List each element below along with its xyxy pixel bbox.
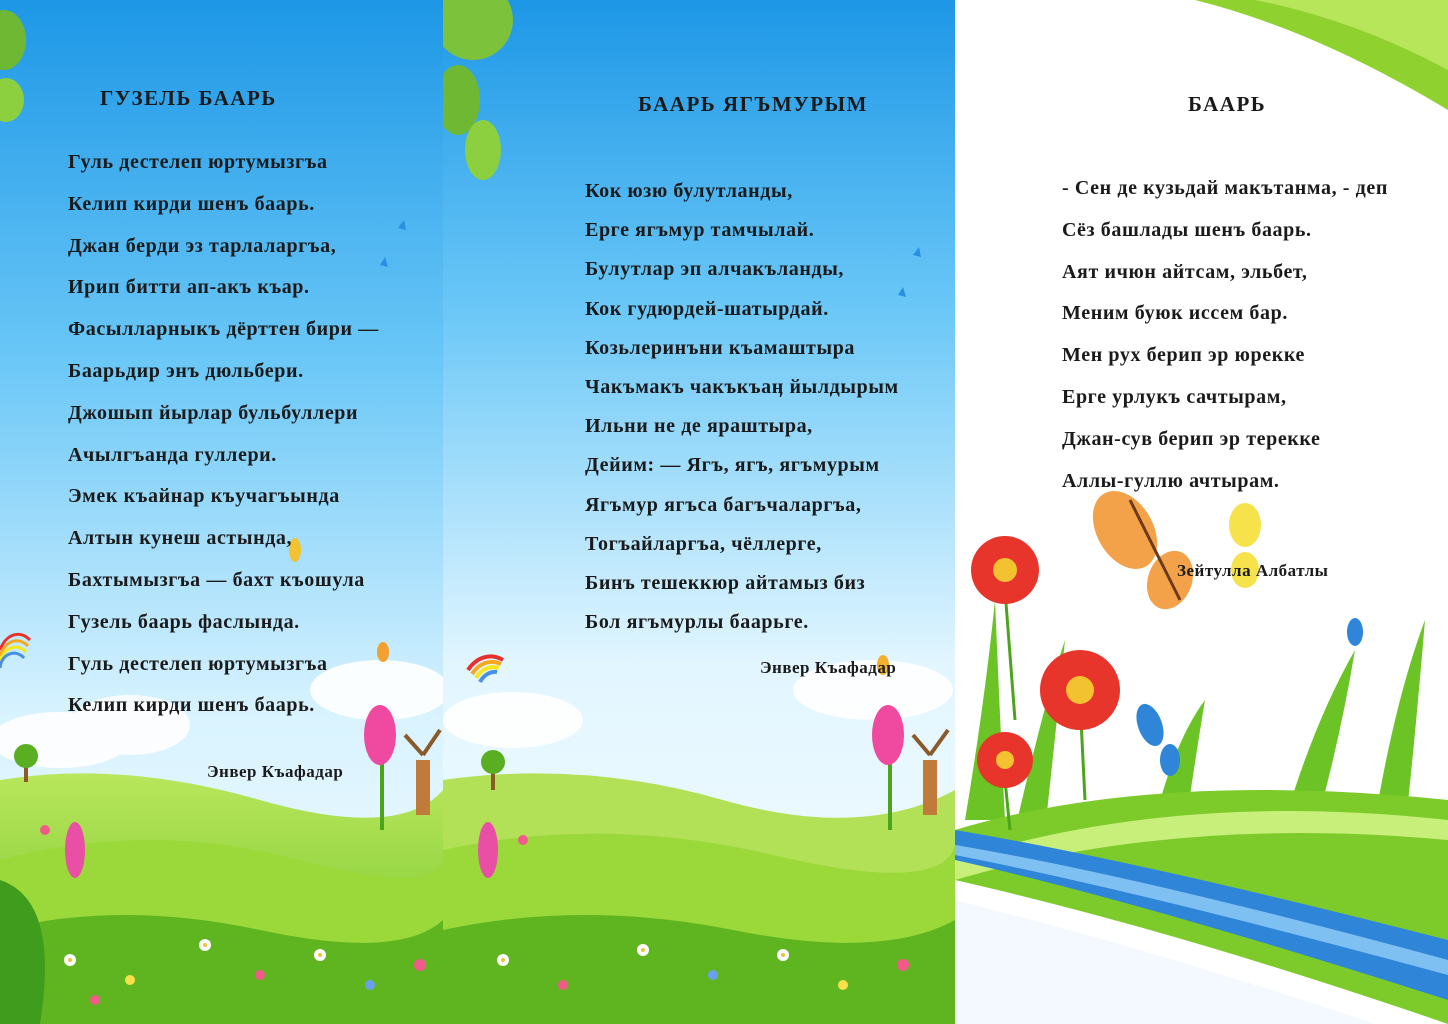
poem-line: Фасылларныкъ дёрттен бири — (68, 318, 379, 341)
poem-line: Ильни не де яраштыра, (585, 415, 813, 438)
poem-line: Сёз башлады шенъ баарь. (1062, 218, 1312, 241)
poem-line: Бол ягъмурлы баарьге. (585, 611, 809, 634)
poem-line: Гуль дестелеп юртумызгъа (68, 151, 328, 173)
poem-body (585, 172, 899, 642)
poem-line: Гуль дестелеп юртумызгъа (68, 652, 328, 675)
poem-line: Ягъмур ягъса багъчаларгъа, (585, 493, 862, 516)
poem-author: Зейтулла Албатлы (1177, 561, 1329, 580)
poem-line: Ачылгъанда гуллери. (68, 443, 277, 466)
poem-line: Джан-сув берип эр терекке (1062, 427, 1321, 450)
poem-line: Тогъайларгъа, чёллерге, (585, 532, 822, 555)
poem-author: Энвер Къафадар (760, 658, 897, 677)
poem-line: Аят ичюн айтсам, эльбет, (1062, 260, 1308, 283)
poem-line: Эмек къайнар къучагъында (68, 485, 340, 508)
panel-guzel-baar (0, 0, 443, 1024)
poem-line: Ерге урлукъ сачтырам, (1062, 385, 1287, 408)
poem-line: Мен рух берип эр юрекке (1062, 344, 1305, 367)
poem-line: Ерге ягъмур тамчылай. (585, 219, 815, 242)
panel-baar (955, 0, 1448, 1024)
poem-title: БААРЬ (1188, 92, 1267, 116)
poem-line: Ирип битти ап-акъ къар. (68, 276, 310, 299)
poem-author: Энвер Къафадар (207, 762, 344, 781)
poem-line: Джошып йырлар бульбуллери (68, 401, 359, 424)
poem-line: Кок гудюрдей-шатырдай. (585, 297, 829, 320)
poem-line: Кок юзю булутланды, (585, 180, 793, 202)
flower-garden-background (955, 0, 1448, 1024)
poem-line: - Сен де кузьдай макътанма, - деп (1062, 177, 1388, 199)
poem-line: Козьлеринъни къамаштыра (585, 336, 856, 359)
panel-baar-yagmurym (443, 0, 955, 1024)
poem-line: Келип кирди шенъ баарь. (68, 694, 315, 717)
poem-line: Дейим: — Ягъ, ягъ, ягъмурым (585, 454, 880, 477)
poem-line: Чакъмакъ чакъкъаӊ йылдырым (585, 376, 899, 399)
poem-line: Джан берди эз тарлаларгъа, (68, 234, 337, 257)
poem-line: Гузель баарь фаслында. (68, 610, 300, 633)
poem-body (1062, 168, 1388, 502)
poem-body (68, 142, 379, 727)
poem-line: Келип кирди шенъ баарь. (68, 192, 315, 215)
poem-line: Булутлар эп алчакъланды, (585, 258, 845, 281)
poem-line: Аллы-гуллю ачтырам. (1062, 469, 1280, 492)
poem-line: Бинъ тешеккюр айтамыз биз (585, 572, 866, 595)
poem-title: БААРЬ ЯГЪМУРЫМ (638, 92, 868, 116)
poem-title: ГУЗЕЛЬ БААРЬ (100, 86, 277, 110)
poem-line: Меним буюк иссем бар. (1062, 302, 1288, 325)
poem-line: Баарьдир энъ дюльбери. (68, 359, 304, 382)
poem-line: Алтын кунеш астында, (68, 527, 293, 550)
poem-line: Бахтымызгъа — бахт къошула (68, 568, 365, 591)
